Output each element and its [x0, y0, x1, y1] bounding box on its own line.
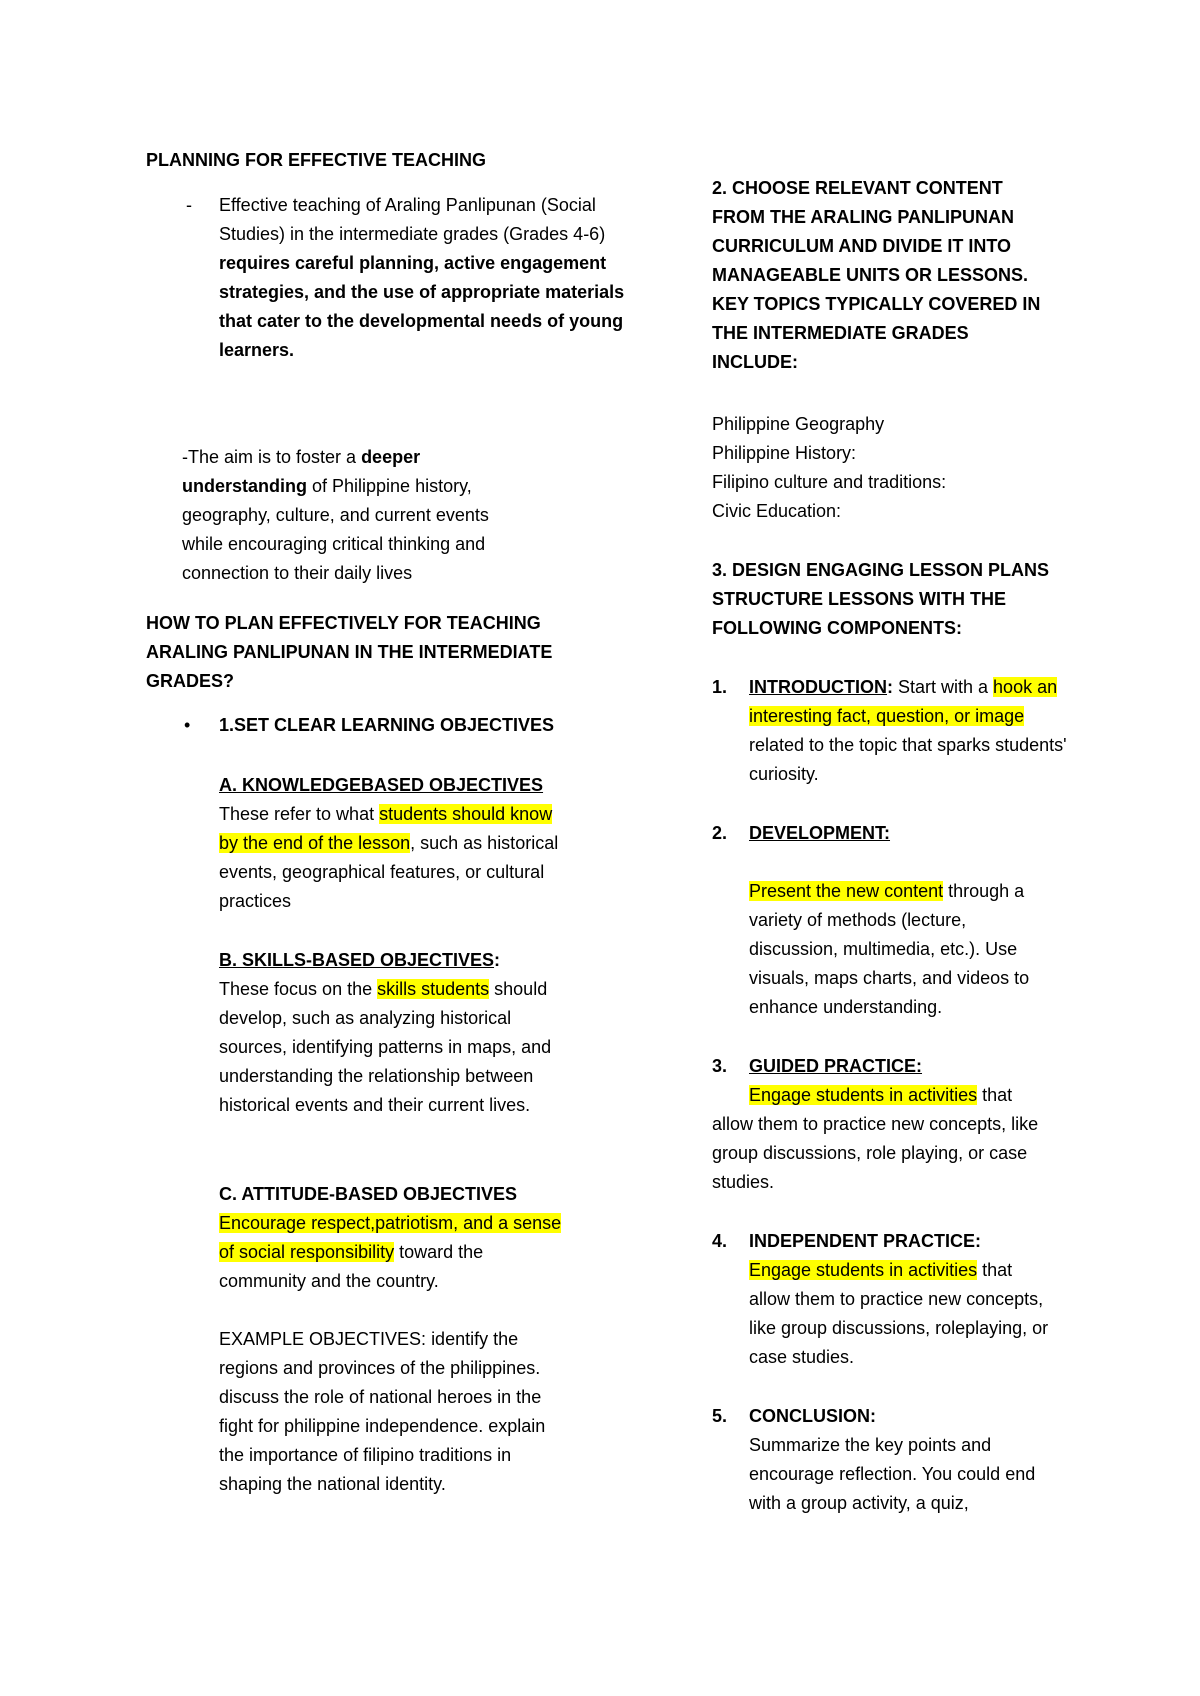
bullet-marker: •: [184, 715, 191, 735]
objective-c-post: toward the community and the country.: [219, 1242, 484, 1291]
objective-c-heading: C. ATTITUDE-BASED OBJECTIVES: [219, 1184, 518, 1204]
component-post: related to the topic that sparks students' curiosity.: [749, 735, 1067, 784]
component-title: CONCLUSION:: [749, 1406, 876, 1426]
step-1-heading: 1.SET CLEAR LEARNING OBJECTIVES: [219, 715, 555, 735]
component-number: 4.: [712, 1231, 728, 1251]
intro-bold-text: requires careful planning, active engagement strategies, and the use of appropriate materials that cater to the developmental needs of young learners.: [219, 253, 625, 360]
objective-a: [219, 771, 564, 916]
component-development: [712, 819, 1072, 1022]
example-objectives: EXAMPLE OBJECTIVES: identify the regions and provinces of the philippines. discuss the role of national heroes in the fight for philippine independence. explain the importance of filipino traditions in shaping the national identity.: [219, 1329, 546, 1494]
component-independent-practice: [712, 1227, 1072, 1372]
objective-b-highlight: skills students: [377, 979, 490, 999]
objective-b: [219, 946, 564, 1120]
component-post: that allow them to practice new concepts, like group discussions, roleplaying, or case studies.: [749, 1260, 1049, 1367]
component-colon: :: [887, 677, 893, 697]
component-highlight: Present the new content: [749, 881, 944, 901]
component-conclusion: [712, 1402, 1072, 1518]
component-title: INTRODUCTION: [749, 677, 887, 697]
aim-text: -The aim is to foster a: [182, 447, 362, 467]
objective-a-heading: A. KNOWLEDGEBASED OBJECTIVES: [219, 775, 544, 795]
component-title: GUIDED PRACTICE:: [749, 1056, 923, 1076]
component-number: 1.: [712, 677, 728, 697]
component-text: [712, 1081, 1057, 1197]
objective-b-title: B. SKILLS-BASED OBJECTIVES: [219, 950, 495, 970]
component-highlight: Engage students in activities: [749, 1085, 978, 1105]
dash-marker: -: [186, 195, 192, 215]
aim-bold-text: deeper understanding: [182, 447, 421, 496]
how-heading: HOW TO PLAN EFFECTIVELY FOR TEACHING ARALING PANLIPUNAN IN THE INTERMEDIATE GRADES?: [146, 613, 553, 691]
topic-item: Philippine History:: [712, 443, 857, 463]
objective-b-colon: :: [494, 950, 501, 970]
step-3-heading: 3. DESIGN ENGAGING LESSON PLANS STRUCTURE LESSONS WITH THE FOLLOWING COMPONENTS:: [712, 560, 1050, 638]
aim-paragraph: [182, 443, 532, 588]
component-title: DEVELOPMENT:: [749, 823, 891, 843]
component-pre: Start with a: [893, 677, 994, 697]
topic-item: Philippine Geography: [712, 414, 885, 434]
step-2-heading: 2. CHOOSE RELEVANT CONTENT FROM THE ARALING PANLIPUNAN CURRICULUM AND DIVIDE IT INTO MANAGEABLE UNITS OR LESSONS. KEY TOPICS TYPICALLY COVERED IN THE INTERMEDIATE GRADES INCLUDE:: [712, 178, 1041, 372]
component-post: that allow them to practice new concepts, like group discussions, role playing, or case studies.: [712, 1085, 1039, 1192]
component-title: INDEPENDENT PRACTICE:: [749, 1231, 982, 1251]
intro-text: Effective teaching of Araling Panlipunan (Social Studies) in the intermediate grades (Grades 4-6): [219, 195, 606, 244]
objective-a-pre: These refer to what: [219, 804, 380, 824]
objective-b-post: should develop, such as analyzing historical sources, identifying patterns in maps, and understanding the relationship between historical events and their current lives.: [219, 979, 552, 1115]
objective-a-post: , such as historical events, geographical features, or cultural practices: [219, 833, 559, 911]
objective-c-highlight: Encourage respect,patriotism, and a sense of social responsibility: [219, 1213, 562, 1262]
objective-b-text: [219, 975, 564, 1120]
objective-c-text: [219, 1209, 564, 1296]
topics-list: [712, 410, 1057, 526]
objective-a-text: [219, 800, 564, 916]
objective-a-highlight: students should know by the end of the lesson: [219, 804, 553, 853]
objective-b-pre: These focus on the: [219, 979, 378, 999]
component-text: [749, 1256, 1049, 1372]
component-highlight: hook an interesting fact, question, or image: [749, 677, 1058, 726]
topic-item: Civic Education:: [712, 501, 842, 521]
intro-paragraph: [146, 191, 659, 365]
aim-text-end: of Philippine history, geography, culture, and current events while encouraging critical thinking and connection to their daily lives: [182, 476, 489, 583]
objective-c: [219, 1180, 564, 1296]
objective-b-heading: [219, 946, 564, 975]
component-post: through a variety of methods (lecture, discussion, multimedia, etc.). Use visuals, maps charts, and videos to enhance understanding.: [749, 881, 1030, 1017]
component-highlight: Engage students in activities: [749, 1260, 978, 1280]
component-introduction: [712, 673, 1072, 789]
component-text: Summarize the key points and encourage reflection. You could end with a group activity, a quiz,: [749, 1435, 1036, 1513]
component-number: 3.: [712, 1056, 728, 1076]
page-title: PLANNING FOR EFFECTIVE TEACHING: [146, 150, 487, 170]
component-number: 2.: [712, 823, 728, 843]
left-column: [146, 0, 625, 1494]
component-guided-practice: [712, 1052, 1072, 1197]
component-number: 5.: [712, 1406, 728, 1426]
component-text: [749, 877, 1059, 1022]
topic-item: Filipino culture and traditions:: [712, 472, 947, 492]
component-text: [749, 673, 1069, 789]
